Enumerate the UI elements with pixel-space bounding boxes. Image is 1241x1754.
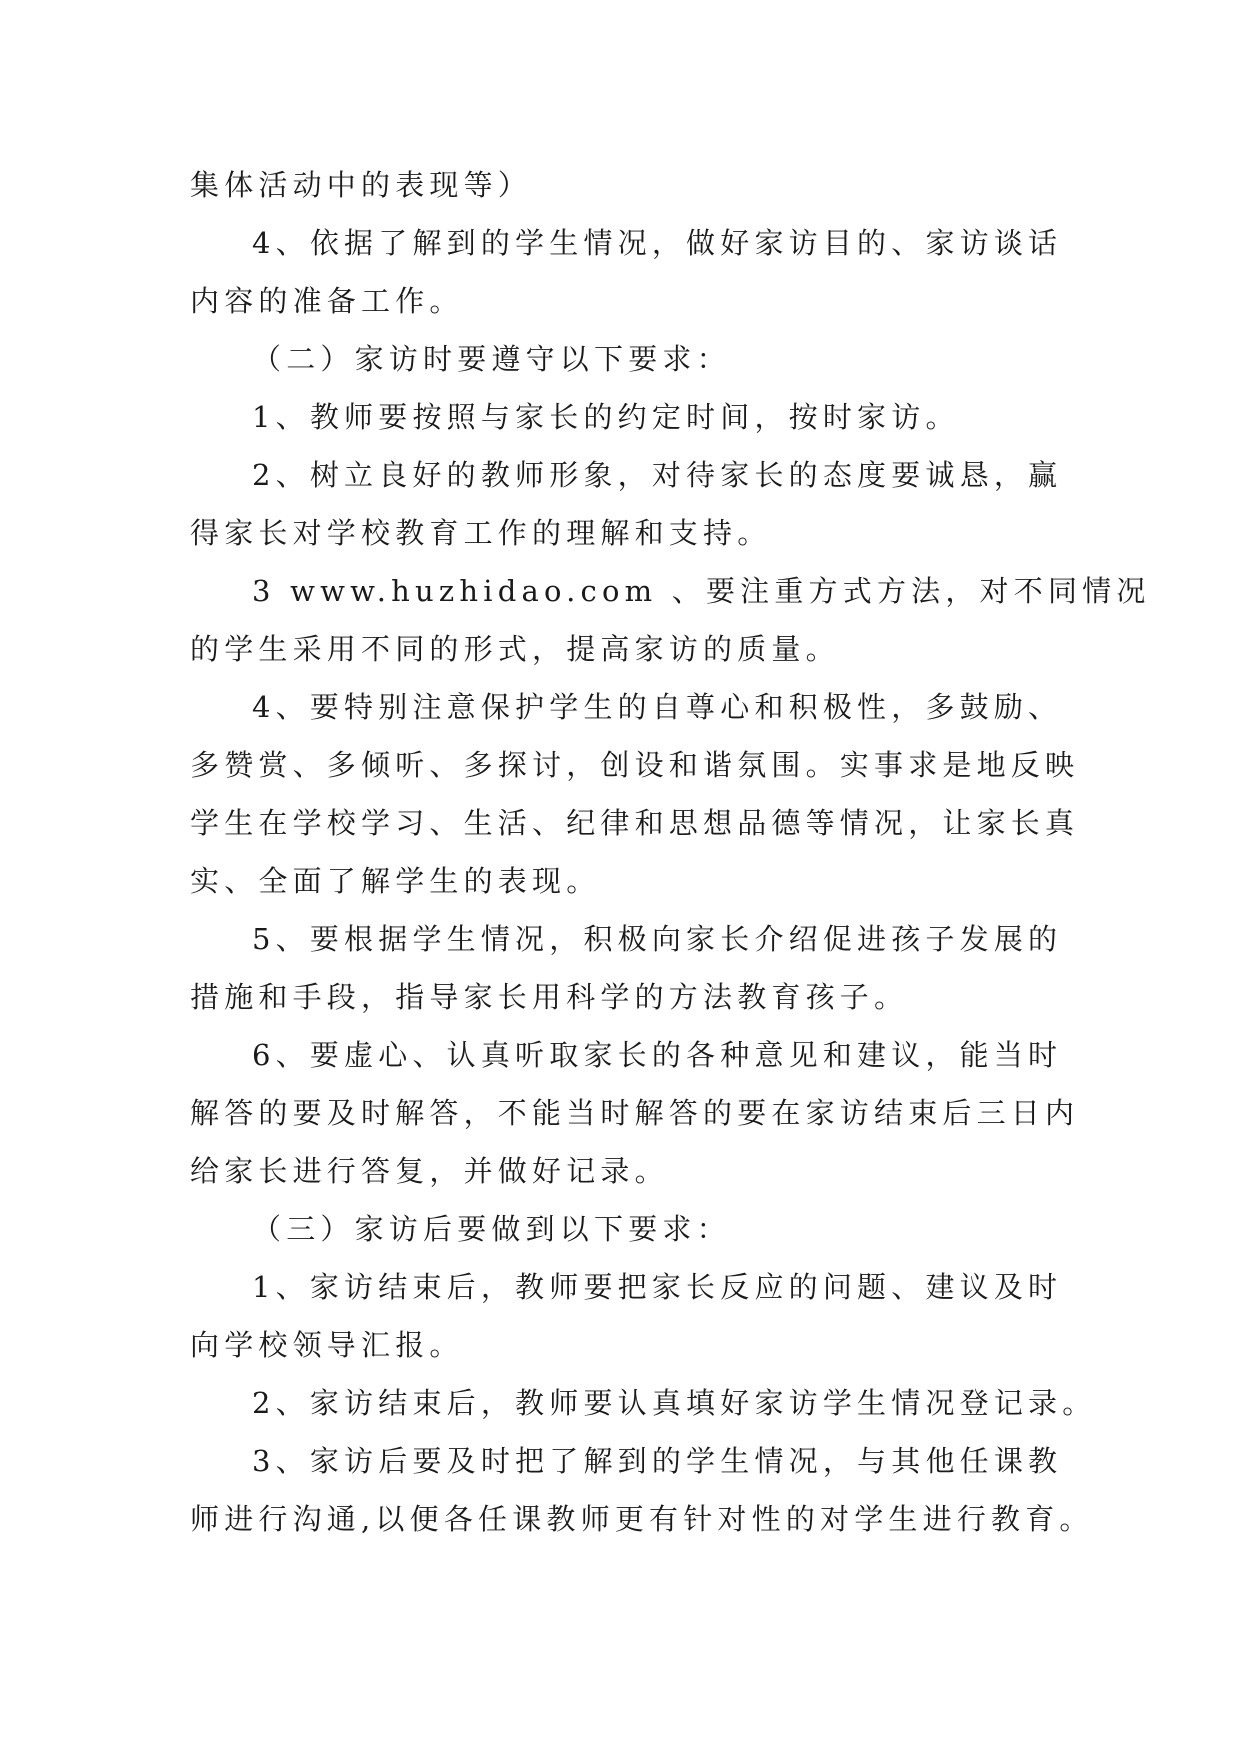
text-line: 5、要根据学生情况，积极向家长介绍促进孩子发展的	[252, 922, 1063, 956]
text-line: 2、家访结束后，教师要认真填好家访学生情况登记录。	[252, 1386, 1097, 1420]
text-line: 4、要特别注意保护学生的自尊心和积极性，多鼓励、	[252, 690, 1063, 724]
section-heading: （二）家访时要遵守以下要求：	[252, 342, 731, 376]
text-line: 1、教师要按照与家长的约定时间，按时家访。	[252, 400, 960, 434]
text-line: 6、要虚心、认真听取家长的各种意见和建议，能当时	[252, 1038, 1063, 1072]
text-line: 2、树立良好的教师形象，对待家长的态度要诚恳，赢	[252, 458, 1063, 492]
text-line: 学生在学校学习、生活、纪律和思想品德等情况，让家长真	[190, 806, 1080, 840]
text-line: 措施和手段，指导家长用科学的方法教育孩子。	[190, 980, 909, 1014]
text-line: 师进行沟通,以便各任课教师更有针对性的对学生进行教育。	[190, 1502, 1094, 1536]
text-line: 得家长对学校教育工作的理解和支持。	[190, 516, 772, 550]
text-line: 4、依据了解到的学生情况，做好家访目的、家访谈话	[252, 226, 1063, 260]
text-line: 多赞赏、多倾听、多探讨，创设和谐氛围。实事求是地反映	[190, 748, 1080, 782]
text-line: 实、全面了解学生的表现。	[190, 864, 601, 898]
text-line: 1、家访结束后，教师要把家长反应的问题、建议及时	[252, 1270, 1063, 1304]
text-line: 解答的要及时解答，不能当时解答的要在家访结束后三日内	[190, 1096, 1080, 1130]
text-line: 给家长进行答复，并做好记录。	[190, 1154, 669, 1188]
text-line: 3、家访后要及时把了解到的学生情况，与其他任课教	[252, 1444, 1063, 1478]
text-line: 的学生采用不同的形式，提高家访的质量。	[190, 632, 840, 666]
text-line: 3 www.huzhidao.com 、要注重方式方法，对不同情况	[252, 574, 1151, 608]
section-heading: （三）家访后要做到以下要求：	[252, 1212, 731, 1246]
text-line: 集体活动中的表现等）	[190, 168, 533, 202]
text-line: 内容的准备工作。	[190, 284, 464, 318]
text-line: 向学校领导汇报。	[190, 1328, 464, 1362]
